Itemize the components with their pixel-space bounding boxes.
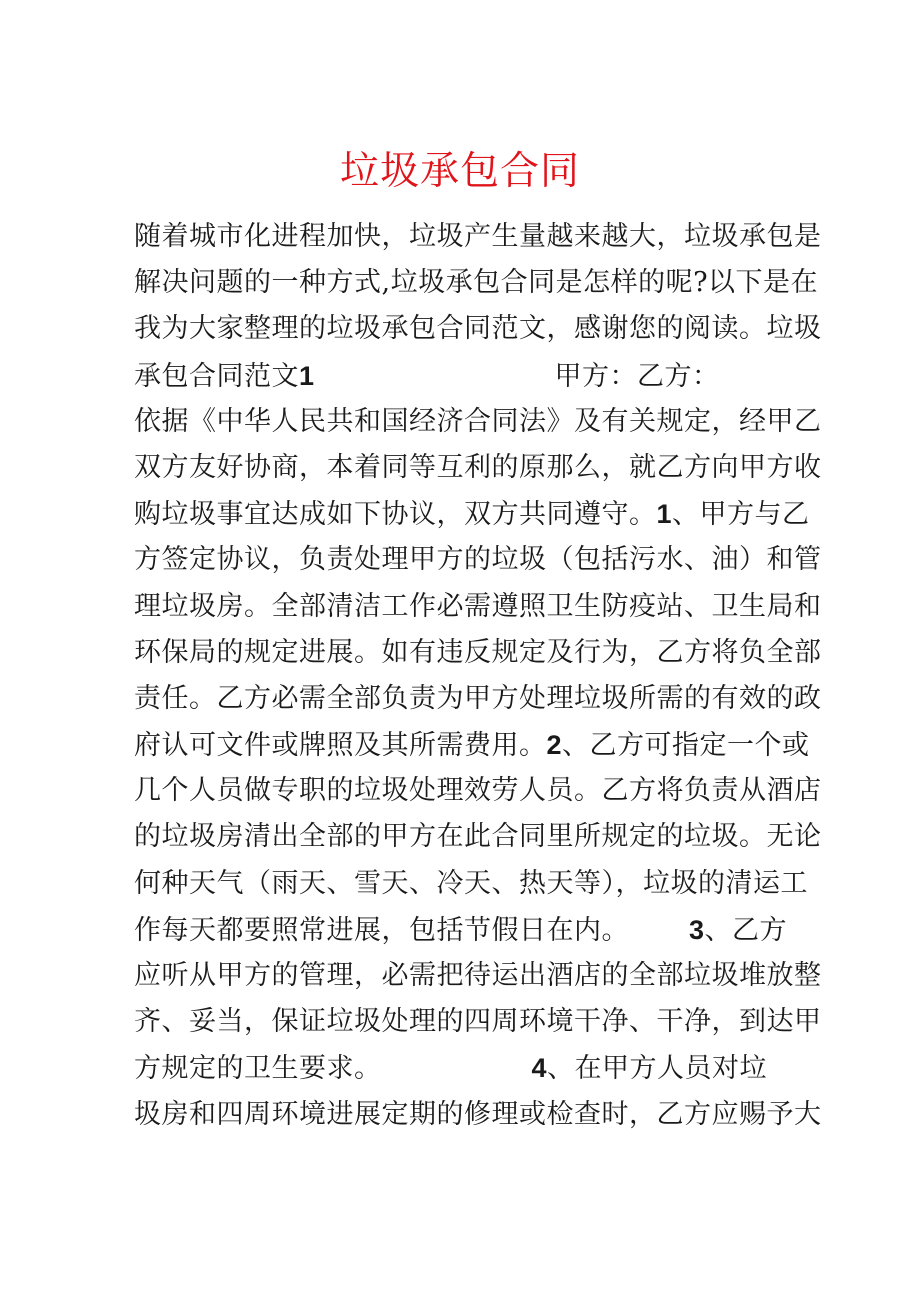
text-segment: 、在甲方人员对垃 xyxy=(547,1053,768,1085)
text-segment: 、乙方可指定一个或 xyxy=(562,730,810,762)
text-line xyxy=(134,1045,794,1091)
document-body xyxy=(134,214,822,1138)
clause-number: 1 xyxy=(299,360,315,391)
text-segment: 我为大家整理的垃圾承包合同范文，感谢您的阅读。垃圾 xyxy=(134,313,822,345)
text-segment: 的垃圾房清出全部的甲方在此合同里所规定的垃圾。无论 xyxy=(134,821,822,853)
text-segment: 依据《中华人民共和国经济合同法》及有关规定，经甲乙 xyxy=(134,405,822,437)
text-line xyxy=(134,584,822,630)
text-segment: 、乙方 xyxy=(704,914,788,946)
clause-number: 3 xyxy=(689,914,705,945)
text-segment: 齐、妥当，保证垃圾处理的四周环境干净、干净，到达甲 xyxy=(134,1006,822,1038)
text-line xyxy=(134,999,822,1045)
text-segment: 圾房和四周环境进展定期的修理或检查时，乙方应赐予大 xyxy=(134,1098,822,1130)
text-line xyxy=(134,861,808,907)
text-line xyxy=(134,1092,822,1138)
text-line xyxy=(134,214,822,260)
text-segment: 甲方：乙方： xyxy=(554,360,720,392)
text-line xyxy=(134,907,794,953)
text-line xyxy=(134,306,822,352)
text-line xyxy=(134,260,819,306)
text-segment: 责任。乙方必需全部负责为甲方处理垃圾所需的有效的政 xyxy=(134,682,822,714)
text-segment: 几个人员做专职的垃圾处理效劳人员。乙方将负责从酒店 xyxy=(134,775,822,807)
text-segment: 环保局的规定进展。如有违反规定及行为，乙方将负全部 xyxy=(134,636,822,668)
text-line xyxy=(134,353,794,399)
text-line xyxy=(134,814,822,860)
text-segment: 作每天都要照常进展，包括节假日在内。 xyxy=(134,914,629,946)
document-title: 垃圾承包合同 xyxy=(339,149,580,194)
text-segment: 方签定协议，负责处理甲方的垃圾（包括污水、油）和管 xyxy=(134,544,822,576)
text-segment: 、甲方与乙 xyxy=(672,499,810,531)
text-line xyxy=(134,953,822,999)
clause-number: 4 xyxy=(531,1053,548,1084)
text-segment: 解决问题的一种方式,垃圾承包合同是怎样的呢?以下是在 xyxy=(134,267,819,299)
text-segment: 双方友好协商，本着同等互利的原那么，就乙方向甲方收 xyxy=(134,451,822,483)
text-line xyxy=(134,491,810,537)
text-line xyxy=(134,537,822,583)
text-segment: 应听从甲方的管理，必需把待运出酒店的全部垃圾堆放整 xyxy=(134,960,822,991)
text-line xyxy=(134,722,810,768)
clause-number: 2 xyxy=(546,730,563,761)
text-segment: 方规定的卫生要求。 xyxy=(134,1053,382,1085)
text-segment: 理垃圾房。全部清洁工作必需遵照卫生防疫站、卫生局和 xyxy=(134,590,822,622)
text-line xyxy=(134,676,822,722)
clause-number: 1 xyxy=(656,499,673,530)
text-segment: 何种天气（雨天、雪天、冷天、热天等），垃圾的清运工 xyxy=(134,867,808,899)
text-line xyxy=(134,445,822,491)
text-segment: 随着城市化进程加快，垃圾产生量越来越大，垃圾承包是 xyxy=(134,221,822,252)
text-segment: 购垃圾事宜达成如下协议，双方共同遵守。 xyxy=(134,499,657,531)
text-line xyxy=(134,399,822,445)
text-line xyxy=(134,630,822,676)
text-segment: 府认可文件或牌照及其所需费用。 xyxy=(134,730,547,762)
text-segment: 承包合同范文 xyxy=(134,360,299,392)
text-line xyxy=(134,768,822,814)
